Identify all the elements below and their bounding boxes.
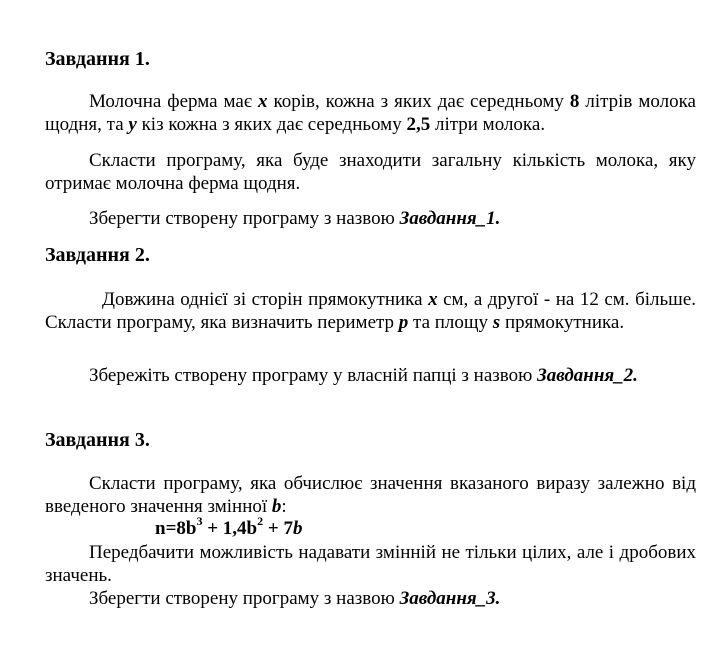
- task1-paragraph-3: Зберегти створену програму з назвою Завдання_1.: [89, 208, 501, 229]
- var-s: s: [492, 312, 501, 333]
- file-name-task1: Завдання_1.: [399, 208, 501, 229]
- var-x: x: [428, 289, 438, 310]
- task3-paragraph-3: Зберегти створену програму з назвою Завдання_3.: [89, 588, 501, 609]
- var-y: y: [128, 114, 137, 135]
- task2-paragraph-1: Довжина однієї зі сторін прямокутника x см, а другої - на 12 см. більше. Скласти програму, яка визначить периметр p та площу s прямокутника.: [45, 289, 696, 333]
- var-p: p: [398, 312, 409, 333]
- task3-paragraph-2: Передбачити можливість надавати змінній не тільки цілих, але і дробових значень.: [45, 542, 696, 586]
- task2-heading: Завдання 2.: [45, 244, 150, 266]
- task1-paragraph-2: Скласти програму, яка буде знаходити загальну кількість молока, яку отримає молочна ферма щодня.: [45, 150, 696, 194]
- task1-paragraph-1: Молочна ферма має x корів, кожна з яких дає середньому 8 літрів молока щодня, та y кіз кожна з яких дає середньому 2,5 літри молока.: [45, 91, 696, 135]
- task3-heading: Завдання 3.: [45, 429, 150, 451]
- value-2-5: 2,5: [406, 114, 431, 135]
- task3-paragraph-1: Скласти програму, яка обчислює значення вказаного виразу залежно від введеного значення змінної b:: [45, 473, 696, 517]
- task1-heading: Завдання 1.: [45, 48, 150, 70]
- value-8: 8: [569, 91, 580, 112]
- file-name-task3: Завдання_3.: [399, 588, 501, 609]
- var-b: b: [271, 496, 282, 517]
- file-name-task2: Завдання_2.: [537, 365, 638, 386]
- task2-paragraph-2: Збережіть створену програму у власній папці з назвою Завдання_2.: [89, 365, 638, 386]
- var-x: x: [257, 91, 268, 112]
- formula: $n=8b^3 + 1,4b^2 + 7b$: [155, 513, 303, 539]
- var-b: b: [292, 518, 303, 539]
